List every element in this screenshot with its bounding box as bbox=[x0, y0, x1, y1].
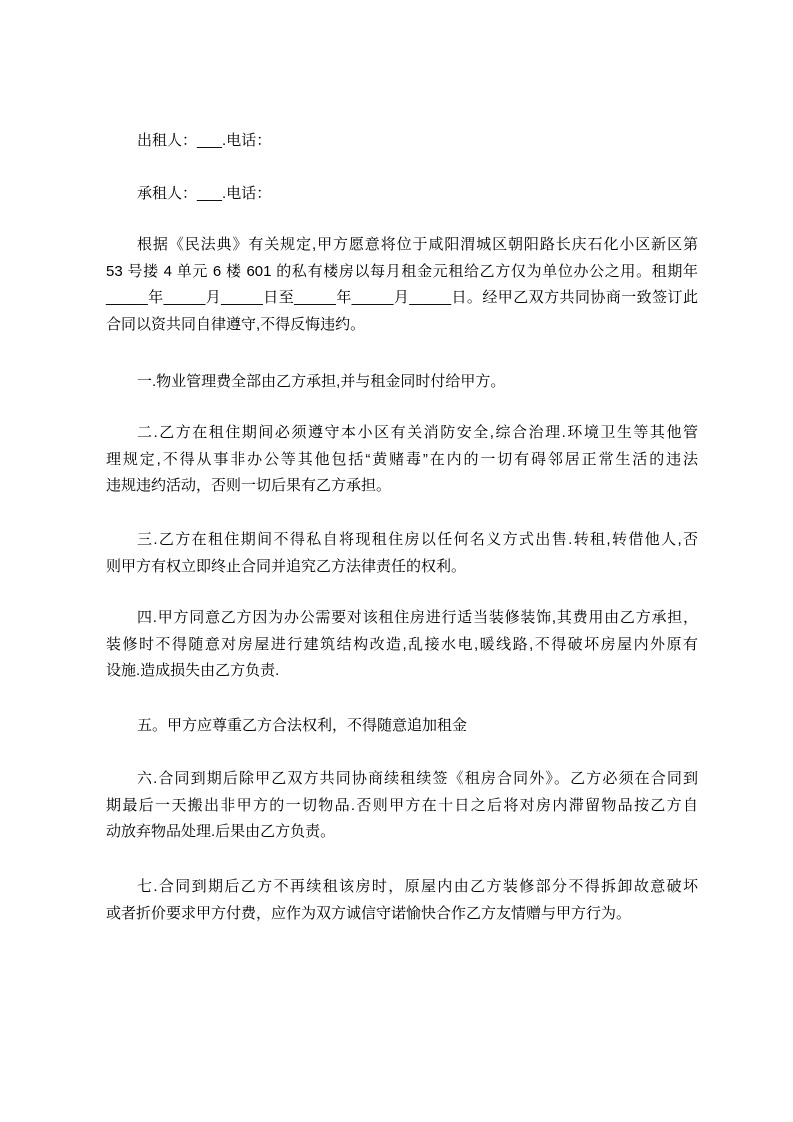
paragraph-line: 三.乙方在租住期间不得私自将现租住房以任何名义方式出售.转租,转借他人,否 bbox=[137, 531, 698, 548]
paragraph-line: 设施.造成损失由乙方负责. bbox=[106, 662, 280, 680]
paragraph-line: 装修时不得随意对房屋进行建筑结构改造,乱接水电,暖线路,不得破坏房屋内外原有 bbox=[106, 635, 698, 653]
paragraph-line: 五。甲方应尊重乙方合法权利，不得随意追加租金 bbox=[137, 717, 468, 734]
lessor-text: 出租人：___.电话： bbox=[137, 132, 272, 149]
lessee-text: 承租人：___.电话： bbox=[137, 185, 272, 202]
paragraph-line: 七.合同到期后乙方不再续租该房时，原屋内由乙方装修部分不得拆卸故意破坏 bbox=[137, 878, 698, 895]
paragraph-line: 动放弃物品处理.后果由乙方负责。 bbox=[106, 823, 336, 841]
paragraph-clause-3 bbox=[106, 527, 698, 580]
lessee-line bbox=[106, 181, 698, 208]
paragraph-line: 违规违约活动，否则一切后果有乙方承担。 bbox=[106, 477, 392, 495]
paragraph-line: 或者折价要求甲方付费，应作为双方诚信守诺愉快合作乙方友情赠与甲方行为。 bbox=[106, 904, 632, 922]
paragraph-clause-6 bbox=[106, 766, 698, 846]
paragraph-line: 四.甲方同意乙方因为办公需要对该租住房进行适当装修装饰,其费用由乙方承担， bbox=[137, 609, 698, 626]
paragraph-clause-2 bbox=[106, 420, 698, 500]
paragraph-intro bbox=[106, 232, 698, 339]
paragraph-line: 六.合同到期后除甲乙双方共同协商续租续签《租房合同外》。乙方必须在合同到 bbox=[137, 770, 698, 787]
lessor-line bbox=[106, 128, 698, 155]
paragraph-line: 53 号搂 4 单元 6 楼 601 的私有楼房以每月租金元租给乙方仅为单位办公之用。租期年 bbox=[106, 262, 698, 280]
paragraph-line: 理规定,不得从事非办公等其他包括“黄赌毒”在内的一切有碍邻居正常生活的违法 bbox=[106, 450, 698, 468]
paragraph-clause-7 bbox=[106, 874, 698, 927]
paragraph-line: 期最后一天搬出非甲方的一切物品.否则甲方在十日之后将对房内滞留物品按乙方自 bbox=[106, 796, 698, 814]
paragraph-line: 则甲方有权立即终止合同并追究乙方法律责任的权利。 bbox=[106, 557, 467, 575]
paragraph-clause-4 bbox=[106, 605, 698, 685]
paragraph-clause-5 bbox=[106, 713, 698, 740]
paragraph-clause-1 bbox=[106, 369, 698, 396]
paragraph-line: 二.乙方在租住期间必须遵守本小区有关消防安全,综合治理.环境卫生等其他管 bbox=[137, 424, 698, 441]
paragraph-line: _____年_____月_____日至_____年_____月_____日。经甲乙双方共同协商一致签订此 bbox=[106, 289, 698, 307]
paragraph-line: 一.物业管理费全部由乙方承担,并与租金同时付给甲方。 bbox=[137, 373, 506, 390]
paragraph-line: 根据《民法典》有关规定,甲方愿意将位于咸阳渭城区朝阳路长庆石化小区新区第 bbox=[137, 236, 698, 253]
paragraph-line: 合同以资共同自律遵守,不得反悔违约。 bbox=[106, 316, 366, 334]
